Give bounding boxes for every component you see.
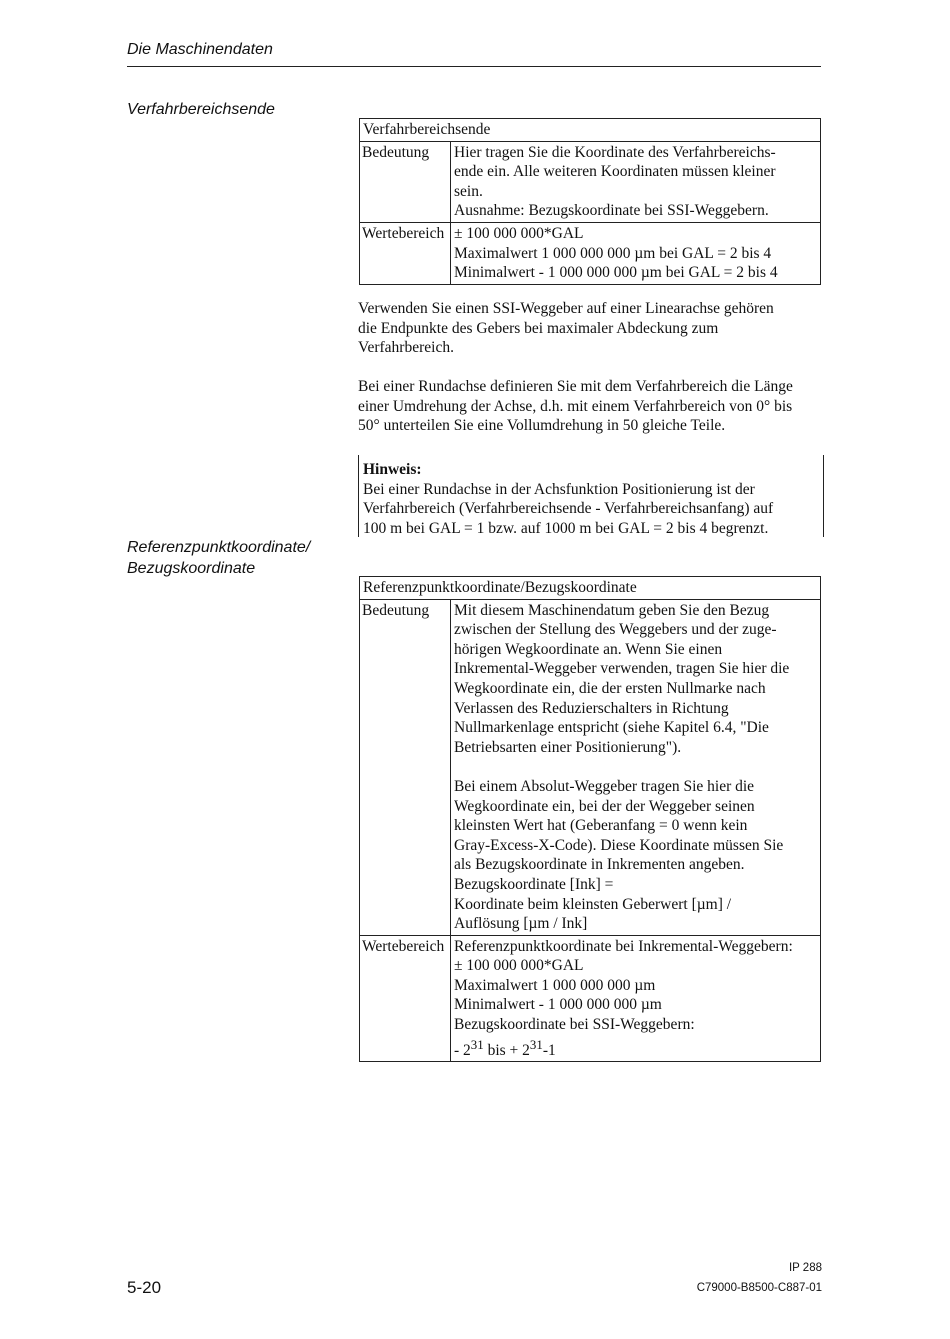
table-title: Verfahrbereichsende <box>360 119 821 142</box>
text-line: Bei einer Rundachse in der Achsfunktion Positionierung ist der <box>363 480 755 498</box>
text-line: zwischen der Stellung des Weggebers und der zuge- <box>454 621 777 639</box>
paragraph-ssi-linear <box>358 299 828 358</box>
blank-line <box>454 757 817 777</box>
row-label: Bedeutung <box>360 599 451 935</box>
text-line: Bezugskoordinate bei SSI-Weggebern: <box>454 1016 695 1034</box>
text-line: Nullmarkenlage entspricht (siehe Kapitel 6.4, "Die <box>454 719 769 737</box>
row-label: Wertebereich <box>360 935 451 1062</box>
text-line: hörigen Wegkoordinate an. Wenn Sie einen <box>454 640 723 658</box>
formula-part: bis + 2 <box>483 1041 530 1059</box>
exponent: 31 <box>529 1036 543 1052</box>
section-heading-verfahrbereichsende: Verfahrbereichsende <box>127 101 275 118</box>
text-line: Koordinate beim kleinsten Geberwert [µm] / <box>454 895 732 913</box>
product-name: IP 288 <box>788 1262 822 1274</box>
text-line: Gray-Excess-X-Code). Diese Koordinate müssen Sie <box>454 836 784 854</box>
text-line: Verfahrbereich (Verfahrbereichsende - Verfahrbereichsanfang) auf <box>363 500 774 518</box>
text-line: Wegkoordinate ein, die der ersten Nullmarke nach <box>454 679 766 697</box>
text-line: als Bezugskoordinate in Inkrementen angeben. <box>454 856 745 874</box>
table-row <box>360 935 821 1062</box>
text-line: Verfahrbereich. <box>358 339 454 357</box>
text-line: 100 m bei GAL = 1 bzw. auf 1000 m bei GAL = 2 bis 4 begrenzt. <box>363 519 769 537</box>
text-line: 50° unterteilen Sie eine Vollumdrehung in 50 gleiche Teile. <box>358 417 726 435</box>
text-line: ende ein. Alle weiteren Koordinaten müssen kleiner <box>454 163 776 181</box>
text-line: Betriebsarten einer Positionierung"). <box>454 738 682 756</box>
text-line: sein. <box>454 182 483 200</box>
text-line: Bezugskoordinate [Ink] = <box>454 875 614 893</box>
range-formula <box>454 1035 817 1061</box>
document-number: C79000-B8500-C887-01 <box>696 1282 822 1294</box>
header-title: Die Maschinendaten <box>127 41 273 58</box>
text-line: Minimalwert - 1 000 000 000 µm bei GAL = 2 bis 4 <box>454 264 778 282</box>
row-value <box>451 141 821 222</box>
text-line: Verlassen des Reduzierschalters in Richtung <box>454 699 729 717</box>
section-heading-referenzpunktkoordinate <box>127 537 310 579</box>
row-label: Wertebereich <box>360 222 451 284</box>
paragraph-rundachse <box>358 377 828 436</box>
table-row <box>360 599 821 935</box>
heading-line: Referenzpunktkoordinate/ <box>127 539 311 556</box>
text-line: Maximalwert 1 000 000 000 µm <box>454 976 656 994</box>
text-line: Inkremental-Weggeber verwenden, tragen Sie hier die <box>454 660 790 678</box>
text-line: Hier tragen Sie die Koordinate des Verfahrbereichs- <box>454 143 776 161</box>
text-line: Mit diesem Maschinendatum geben Sie den Bezug <box>454 601 770 619</box>
row-value <box>451 222 821 284</box>
text-line: die Endpunkte des Gebers bei maximaler Abdeckung zum <box>358 319 719 337</box>
text-line: Ausnahme: Bezugskoordinate bei SSI-Weggebern. <box>454 202 769 220</box>
formula-part: - 2 <box>454 1041 471 1059</box>
text-line: ± 100 000 000*GAL <box>454 957 584 975</box>
row-value <box>451 935 821 1062</box>
exponent: 31 <box>470 1036 484 1052</box>
text-line: Referenzpunktkoordinate bei Inkremental-Weggebern: <box>454 937 793 955</box>
text-line: einer Umdrehung der Achse, d.h. mit einem Verfahrbereich von 0° bis <box>358 397 793 415</box>
note-title: Hinweis: <box>363 461 422 478</box>
page-number: 5-20 <box>127 1278 162 1297</box>
note-box <box>358 455 824 537</box>
text-line: Maximalwert 1 000 000 000 µm bei GAL = 2 bis 4 <box>454 244 772 262</box>
text-line: kleinsten Wert hat (Geberanfang = 0 wenn kein <box>454 817 748 835</box>
header-rule <box>127 66 821 67</box>
text-line: ± 100 000 000*GAL <box>454 224 584 242</box>
row-value <box>451 599 821 935</box>
table-title: Referenzpunktkoordinate/Bezugskoordinate <box>360 577 821 600</box>
row-label: Bedeutung <box>360 141 451 222</box>
referenzpunktkoordinate-table <box>359 576 821 1062</box>
text-line: Wegkoordinate ein, bei der der Weggeber seinen <box>454 797 755 815</box>
text-line: Minimalwert - 1 000 000 000 µm <box>454 996 662 1014</box>
heading-line: Bezugskoordinate <box>127 560 256 577</box>
text-line: Bei einer Rundachse definieren Sie mit dem Verfahrbereich die Länge <box>358 378 793 395</box>
text-line: Auflösung [µm / Ink] <box>454 915 588 933</box>
table-row <box>360 141 821 222</box>
table-row <box>360 222 821 284</box>
verfahrbereichsende-table <box>359 118 821 285</box>
text-line: Bei einem Absolut-Weggeber tragen Sie hier die <box>454 777 755 795</box>
footer-doc-info <box>697 1258 822 1298</box>
text-line: Verwenden Sie einen SSI-Weggeber auf einer Linearachse gehören <box>358 300 774 317</box>
formula-part: -1 <box>542 1041 556 1059</box>
